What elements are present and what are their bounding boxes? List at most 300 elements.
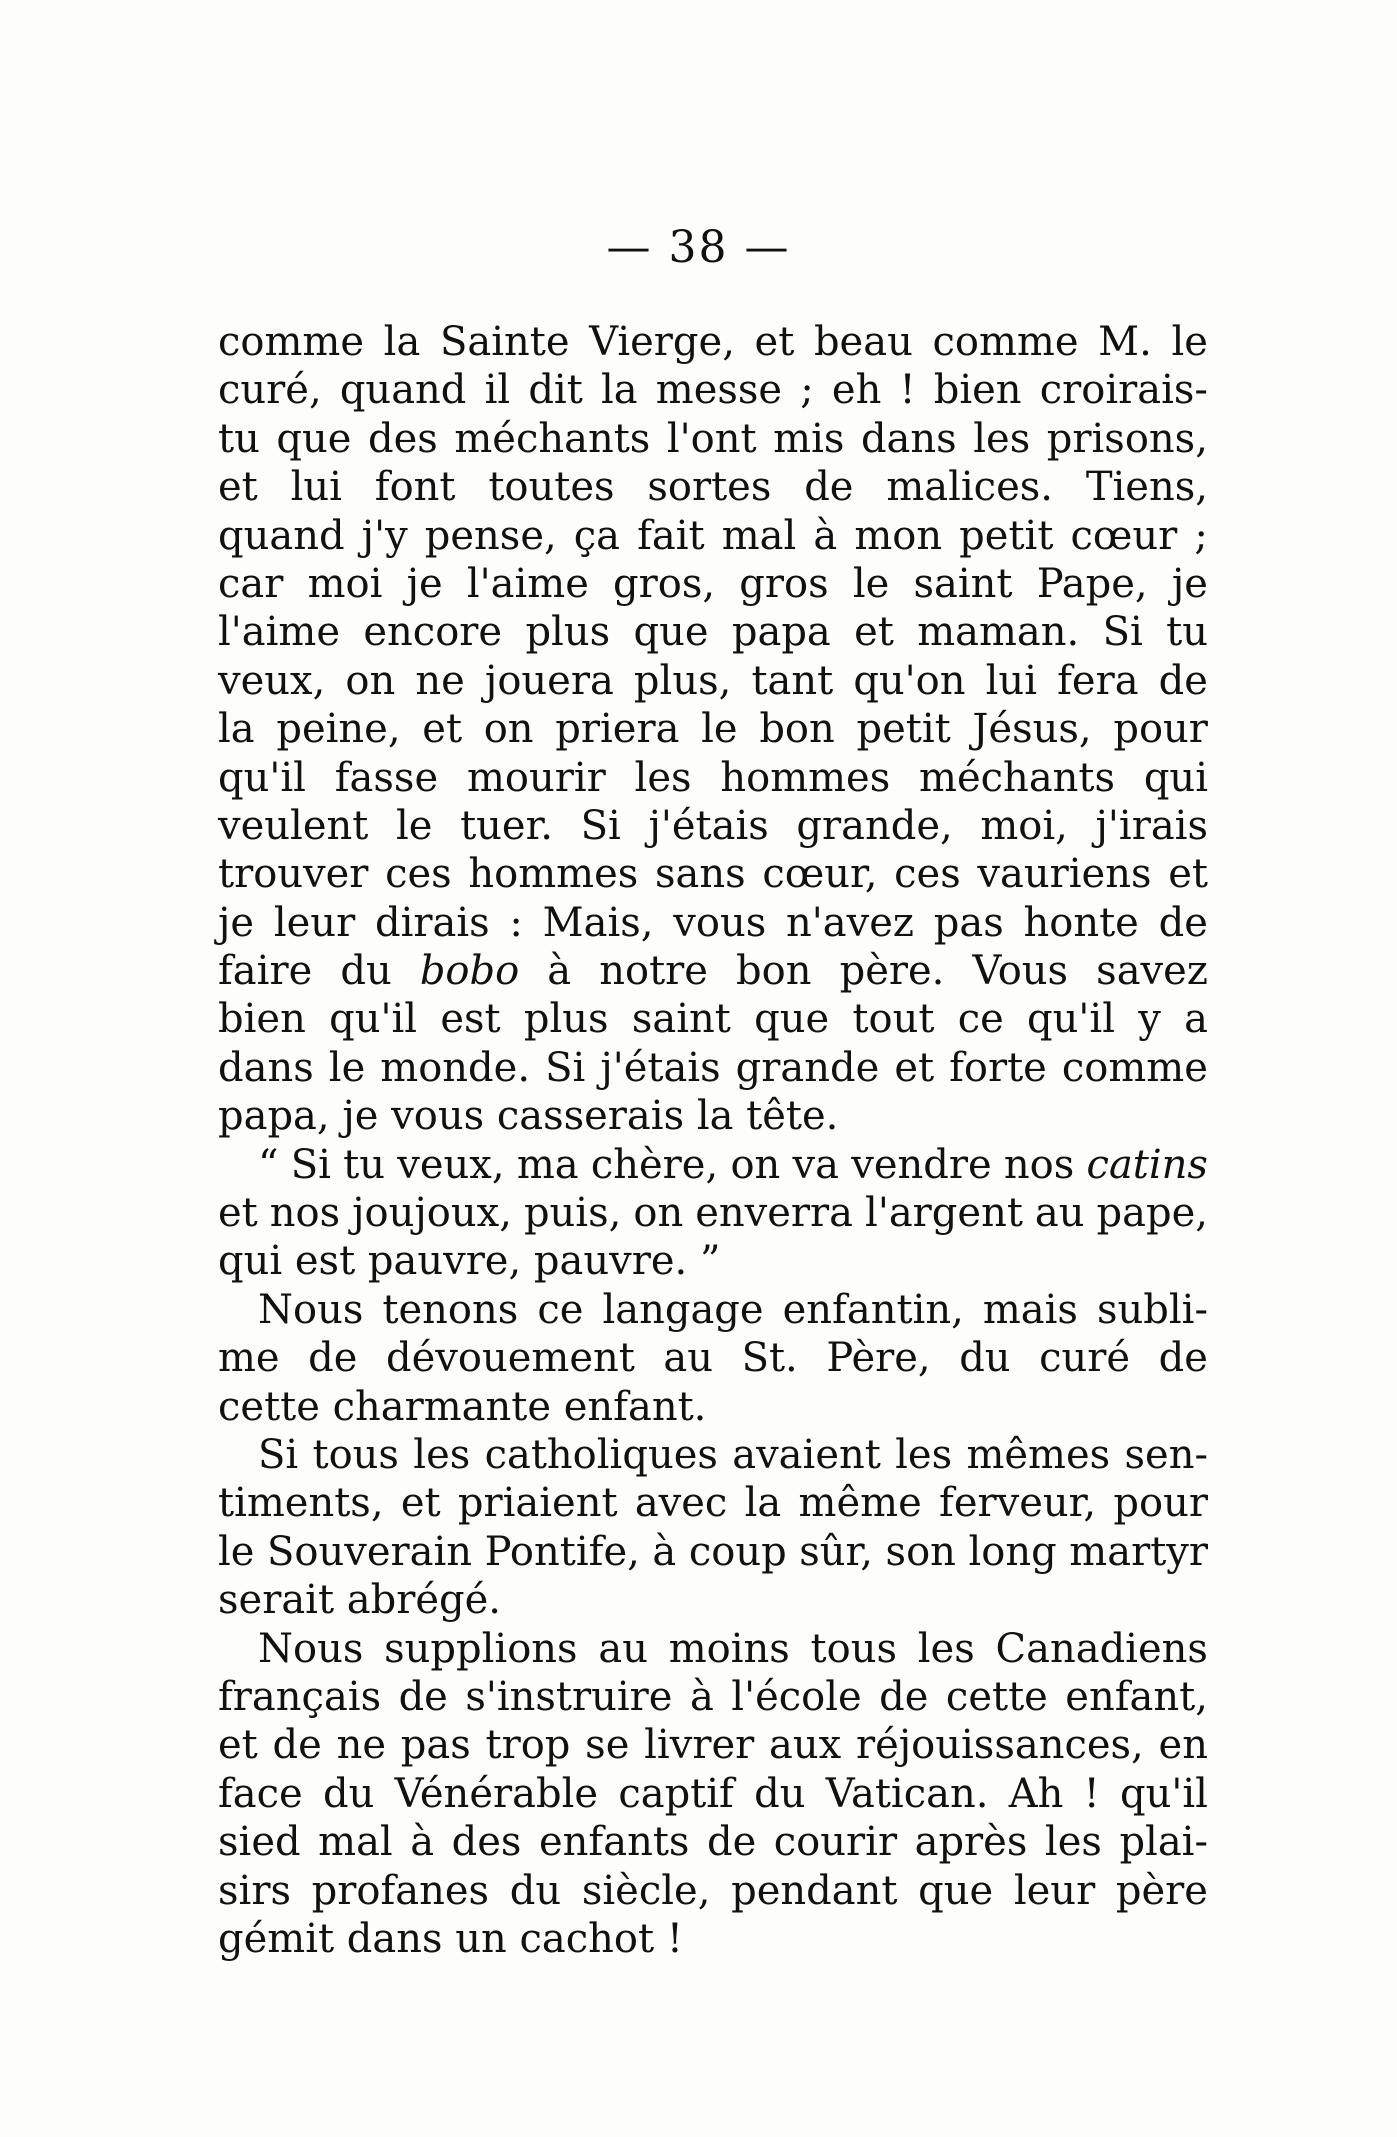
- word: au: [663, 1335, 714, 1382]
- word: mal: [721, 512, 797, 559]
- word: grande: [735, 1044, 880, 1091]
- word: plai-: [1119, 1819, 1208, 1866]
- text-line: [218, 463, 1208, 511]
- text-line: [218, 1141, 1208, 1189]
- word: je: [406, 560, 443, 607]
- word: ferveur,: [939, 1480, 1097, 1527]
- word: gros: [739, 560, 829, 607]
- word: français: [218, 1673, 382, 1720]
- word: Si: [258, 1431, 299, 1478]
- word: la: [383, 319, 421, 365]
- word: du: [959, 1335, 1011, 1382]
- word: l'école: [731, 1673, 862, 1720]
- word: qui: [218, 1238, 295, 1285]
- word: bien: [218, 996, 306, 1043]
- text-line: [218, 560, 1208, 608]
- word: à: [410, 1819, 435, 1866]
- word: sûr,: [799, 1528, 873, 1575]
- word: catins: [1086, 1141, 1208, 1188]
- text-line: [218, 947, 1208, 995]
- word: fera: [1057, 657, 1139, 704]
- word: veux,: [218, 657, 326, 704]
- word: de: [804, 464, 854, 511]
- word: face: [218, 1770, 303, 1817]
- word: curé: [1039, 1335, 1131, 1382]
- word: enfants: [538, 1819, 690, 1866]
- word: la: [696, 1093, 747, 1140]
- word: pauvre.: [533, 1238, 700, 1285]
- word: trouver: [218, 851, 369, 898]
- word: nos: [1003, 1141, 1075, 1188]
- word: est: [294, 1238, 368, 1285]
- word: Père,: [826, 1335, 931, 1382]
- word: et: [218, 1190, 258, 1237]
- text-line: [218, 754, 1208, 802]
- word: long: [968, 1528, 1057, 1575]
- word: le: [218, 1528, 255, 1575]
- word: tu: [1166, 609, 1208, 656]
- word: l'aime: [466, 560, 589, 607]
- word: priaient: [457, 1480, 618, 1527]
- word: de: [706, 1819, 757, 1866]
- word: Vous: [972, 948, 1069, 995]
- word: catholiques: [484, 1431, 718, 1478]
- word: Sainte: [439, 319, 570, 365]
- word: du: [340, 948, 392, 995]
- word: des: [367, 415, 438, 462]
- text-line: [218, 1673, 1208, 1721]
- word: tuer.: [460, 802, 554, 849]
- word: peine,: [276, 706, 401, 753]
- word: eh: [831, 367, 882, 414]
- word: bon: [736, 948, 812, 995]
- word: lui: [290, 464, 342, 511]
- word: saint: [631, 996, 731, 1043]
- text-line: [218, 1383, 1208, 1431]
- word: pour: [1113, 706, 1208, 753]
- text-line: [218, 899, 1208, 947]
- word: Souverain: [267, 1528, 473, 1575]
- word: petit: [959, 512, 1054, 559]
- word: prisons,: [1046, 415, 1208, 462]
- word: y: [1138, 996, 1161, 1043]
- word: veux,: [397, 1141, 505, 1188]
- word: vous: [673, 899, 767, 946]
- word: siècle,: [581, 1867, 711, 1914]
- text-line: [218, 1576, 1208, 1624]
- word: enfant.: [563, 1383, 707, 1430]
- word: pendant: [731, 1867, 898, 1914]
- word: tenons: [382, 1286, 519, 1333]
- word: et: [854, 609, 894, 656]
- word: martyr: [1069, 1528, 1208, 1575]
- word: les: [1044, 1819, 1102, 1866]
- word: cachot: [519, 1915, 667, 1962]
- word: ;: [800, 367, 814, 414]
- word: l'ont: [666, 415, 757, 462]
- word: et: [218, 464, 258, 511]
- word: cette: [945, 1673, 1048, 1720]
- word: livrer: [644, 1722, 755, 1769]
- word: Pape,: [1036, 560, 1148, 607]
- word: des: [451, 1819, 522, 1866]
- word: en: [1158, 1722, 1208, 1769]
- word: font: [374, 464, 456, 511]
- word: bobo: [419, 948, 520, 995]
- word: la: [218, 706, 255, 753]
- word: tout: [852, 996, 935, 1043]
- word: hommes: [720, 754, 891, 801]
- word: coup: [688, 1528, 787, 1575]
- word: abrégé.: [346, 1577, 501, 1624]
- word: et: [400, 1480, 441, 1527]
- word: tous: [312, 1431, 399, 1478]
- word: bon: [759, 706, 835, 753]
- word: cette: [218, 1383, 333, 1430]
- word: sans: [654, 851, 746, 898]
- word: à: [652, 1528, 677, 1575]
- word: à: [689, 1673, 714, 1720]
- word: charmante: [332, 1383, 564, 1430]
- word: malices.: [886, 464, 1053, 511]
- word: car: [218, 560, 284, 607]
- word: Canadiens: [995, 1625, 1208, 1672]
- text-line: [218, 1286, 1208, 1334]
- text-line: [218, 415, 1208, 463]
- word: la: [744, 1480, 782, 1527]
- word: qu'il: [218, 754, 306, 801]
- text-line: [218, 995, 1208, 1043]
- word: et: [754, 319, 795, 365]
- word: joujoux,: [352, 1190, 512, 1237]
- word: encore: [363, 609, 503, 656]
- word: langage: [602, 1286, 764, 1333]
- word: petit: [856, 706, 951, 753]
- word: les: [895, 1431, 953, 1478]
- word: pour: [1113, 1480, 1208, 1527]
- word: l'aime: [218, 609, 341, 656]
- word: plus: [523, 996, 609, 1043]
- word: qu'il: [1120, 1770, 1208, 1817]
- text-line: [218, 1334, 1208, 1382]
- word: on: [345, 657, 396, 704]
- word: qu'il: [329, 996, 418, 1043]
- word: me: [218, 1335, 280, 1382]
- word: est: [440, 996, 501, 1043]
- word: de: [1158, 657, 1208, 704]
- word: de: [308, 1335, 358, 1382]
- word: quand: [218, 512, 345, 559]
- word: Nous: [258, 1625, 364, 1672]
- text-line: [218, 657, 1208, 705]
- word: après: [914, 1819, 1028, 1866]
- text-line: [218, 1237, 1208, 1285]
- word: tous: [810, 1625, 897, 1672]
- word: comme: [218, 319, 365, 365]
- word: qu'il: [1027, 996, 1115, 1043]
- word: veulent: [218, 802, 369, 849]
- word: avec: [634, 1480, 728, 1527]
- word: pauvre,: [367, 1238, 534, 1285]
- word: n'avez: [786, 899, 914, 946]
- word: de: [398, 1673, 448, 1720]
- word: curé,: [218, 367, 322, 414]
- word: gros,: [613, 560, 716, 607]
- word: ça: [573, 512, 621, 559]
- text-line: [218, 512, 1208, 560]
- word: Vatican.: [825, 1770, 989, 1817]
- word: leur: [273, 899, 356, 946]
- word: Jésus,: [972, 706, 1092, 753]
- word: qu'on: [853, 657, 966, 704]
- word: cœur,: [762, 851, 878, 898]
- word: comme: [1061, 1044, 1208, 1091]
- word: !: [1083, 1770, 1100, 1817]
- word: que: [633, 609, 709, 656]
- word: gémit: [218, 1915, 347, 1962]
- word: ma: [516, 1141, 579, 1188]
- word: Pontife,: [484, 1528, 640, 1575]
- word: Si: [1102, 609, 1143, 656]
- word: le: [395, 802, 433, 849]
- word: honte: [1023, 899, 1139, 946]
- word: du: [323, 1770, 375, 1817]
- word: que: [276, 415, 352, 462]
- word: profanes: [311, 1867, 490, 1914]
- word: son: [885, 1528, 956, 1575]
- word: j'irais: [1095, 802, 1208, 849]
- word: avaient: [732, 1431, 881, 1478]
- word: et: [218, 1722, 258, 1769]
- word: !: [666, 1915, 683, 1962]
- word: plus,: [633, 657, 732, 704]
- word: St.: [741, 1335, 798, 1382]
- word: Mais,: [542, 899, 654, 946]
- word: du: [754, 1770, 806, 1817]
- word: hommes: [468, 851, 639, 898]
- word: enfantin,: [782, 1286, 964, 1333]
- word: les: [413, 1431, 471, 1478]
- word: un: [455, 1915, 520, 1962]
- word: Ah: [1008, 1770, 1064, 1817]
- word: que: [918, 1867, 994, 1914]
- word: ne: [336, 1722, 386, 1769]
- word: savez: [1096, 948, 1208, 995]
- word: faire: [218, 948, 313, 995]
- word: mêmes: [966, 1431, 1111, 1478]
- body-text: [218, 318, 1208, 1963]
- word: Si: [290, 1141, 331, 1188]
- word: pas: [400, 1722, 471, 1769]
- word: sen-: [1124, 1431, 1208, 1478]
- word: courir: [773, 1819, 898, 1866]
- word: sirs: [218, 1867, 291, 1914]
- word: il: [484, 367, 511, 414]
- word: tant: [751, 657, 834, 704]
- word: mis: [773, 415, 845, 462]
- word: mal: [318, 1819, 393, 1866]
- word: méchants: [454, 415, 651, 462]
- word: forte: [949, 1044, 1047, 1091]
- word: dans: [860, 415, 957, 462]
- text-line: [218, 366, 1208, 414]
- word: j'étais: [648, 802, 769, 849]
- text-line: [218, 1431, 1208, 1479]
- word: du: [509, 1867, 562, 1914]
- word: fasse: [334, 754, 439, 801]
- word: puis,: [523, 1190, 622, 1237]
- page-number: — 38 —: [606, 222, 791, 273]
- word: monde.: [380, 1044, 531, 1091]
- word: comme: [932, 319, 1079, 365]
- word: moi: [307, 560, 383, 607]
- word: vendre: [851, 1141, 992, 1188]
- word: jouera: [484, 657, 614, 704]
- word: le: [1171, 319, 1208, 365]
- word: captif: [618, 1770, 734, 1817]
- word: père: [1115, 1867, 1208, 1914]
- word: le: [328, 1044, 366, 1091]
- word: tu: [343, 1141, 385, 1188]
- word: de: [272, 1722, 322, 1769]
- word: mais: [982, 1286, 1078, 1333]
- word: et: [1168, 851, 1208, 898]
- word: se: [585, 1722, 630, 1769]
- word: toutes: [488, 464, 615, 511]
- word: et: [894, 1044, 935, 1091]
- word: !: [899, 367, 916, 414]
- word: ces: [385, 851, 452, 898]
- word: sortes: [647, 464, 772, 511]
- word: croirais-: [1039, 367, 1208, 414]
- word: je: [1171, 560, 1208, 607]
- word: :: [509, 899, 523, 946]
- text-line: [218, 608, 1208, 656]
- word: à: [813, 512, 838, 559]
- word: lui: [985, 657, 1037, 704]
- word: on: [483, 706, 534, 753]
- text-line: [218, 1867, 1208, 1915]
- word: pas: [933, 899, 1004, 946]
- word: ne: [415, 657, 465, 704]
- word: on: [730, 1141, 781, 1188]
- text-line: [218, 1044, 1208, 1092]
- word: ces: [894, 851, 961, 898]
- word: de: [1158, 899, 1208, 946]
- word: saint: [913, 560, 1013, 607]
- word: vous: [391, 1093, 497, 1140]
- word: ;: [1194, 512, 1208, 559]
- word: cœur: [1070, 512, 1178, 559]
- word: mon: [854, 512, 943, 559]
- word: même: [798, 1480, 922, 1527]
- word: Nous: [258, 1286, 364, 1333]
- word: timents,: [218, 1480, 384, 1527]
- word: enfant,: [1065, 1673, 1208, 1720]
- word: plus: [525, 609, 611, 656]
- text-line: [218, 1915, 1208, 1963]
- text-line: [218, 1625, 1208, 1673]
- word: j'y: [361, 512, 408, 559]
- text-line: [218, 1818, 1208, 1866]
- word: je: [218, 899, 255, 946]
- word: on: [633, 1190, 684, 1237]
- word: Tiens,: [1085, 464, 1208, 511]
- word: mourir: [466, 754, 606, 801]
- word: Vierge,: [589, 319, 735, 365]
- word: tu: [218, 415, 260, 462]
- word: nos: [269, 1190, 341, 1237]
- word: et: [422, 706, 463, 753]
- word: s'instruire: [465, 1673, 673, 1720]
- word: notre: [599, 948, 708, 995]
- word: serait: [218, 1577, 347, 1624]
- word: beau: [813, 319, 913, 365]
- word: réjouissances,: [855, 1722, 1144, 1769]
- word: les: [973, 415, 1031, 462]
- word: les: [634, 754, 692, 801]
- word: M.: [1098, 319, 1152, 365]
- word: au: [598, 1625, 648, 1672]
- word: leur: [1013, 1867, 1096, 1914]
- text-line: [218, 1092, 1208, 1140]
- word: ce: [537, 1286, 584, 1333]
- word: méchants: [919, 754, 1116, 801]
- word: “: [258, 1141, 279, 1188]
- word: tête.: [746, 1093, 839, 1140]
- word: vauriens: [977, 851, 1152, 898]
- word: trop: [485, 1722, 571, 1769]
- word: de: [879, 1673, 929, 1720]
- word: que: [754, 996, 830, 1043]
- word: les: [917, 1625, 975, 1672]
- word: dévouement: [386, 1335, 635, 1382]
- text-line: [218, 1479, 1208, 1527]
- word: au: [1034, 1190, 1085, 1237]
- word: va: [792, 1141, 839, 1188]
- word: la: [600, 367, 638, 414]
- word: quand: [339, 367, 467, 414]
- text-line: [218, 318, 1208, 366]
- text-line: [218, 705, 1208, 753]
- word: ”: [699, 1238, 721, 1285]
- text-line: [218, 1189, 1208, 1237]
- word: aux: [769, 1722, 842, 1769]
- word: moins: [668, 1625, 790, 1672]
- word: Si: [580, 802, 621, 849]
- word: grande,: [796, 802, 953, 849]
- word: dirais: [374, 899, 490, 946]
- word: l'argent: [865, 1190, 1023, 1237]
- word: à: [547, 948, 572, 995]
- word: Vénérable: [394, 1770, 599, 1817]
- word: ce: [957, 996, 1004, 1043]
- word: chère,: [590, 1141, 719, 1188]
- word: dans: [218, 1044, 314, 1091]
- word: enverra: [695, 1190, 854, 1237]
- word: papa: [731, 609, 831, 656]
- word: messe: [655, 367, 783, 414]
- word: papa,: [218, 1093, 343, 1140]
- word: pense,: [424, 512, 557, 559]
- word: a: [1184, 996, 1208, 1043]
- word: subli-: [1096, 1286, 1208, 1333]
- word: le: [701, 706, 738, 753]
- word: dans: [346, 1915, 456, 1962]
- word: fait: [637, 512, 705, 559]
- word: j'étais: [600, 1044, 721, 1091]
- word: je: [342, 1093, 392, 1140]
